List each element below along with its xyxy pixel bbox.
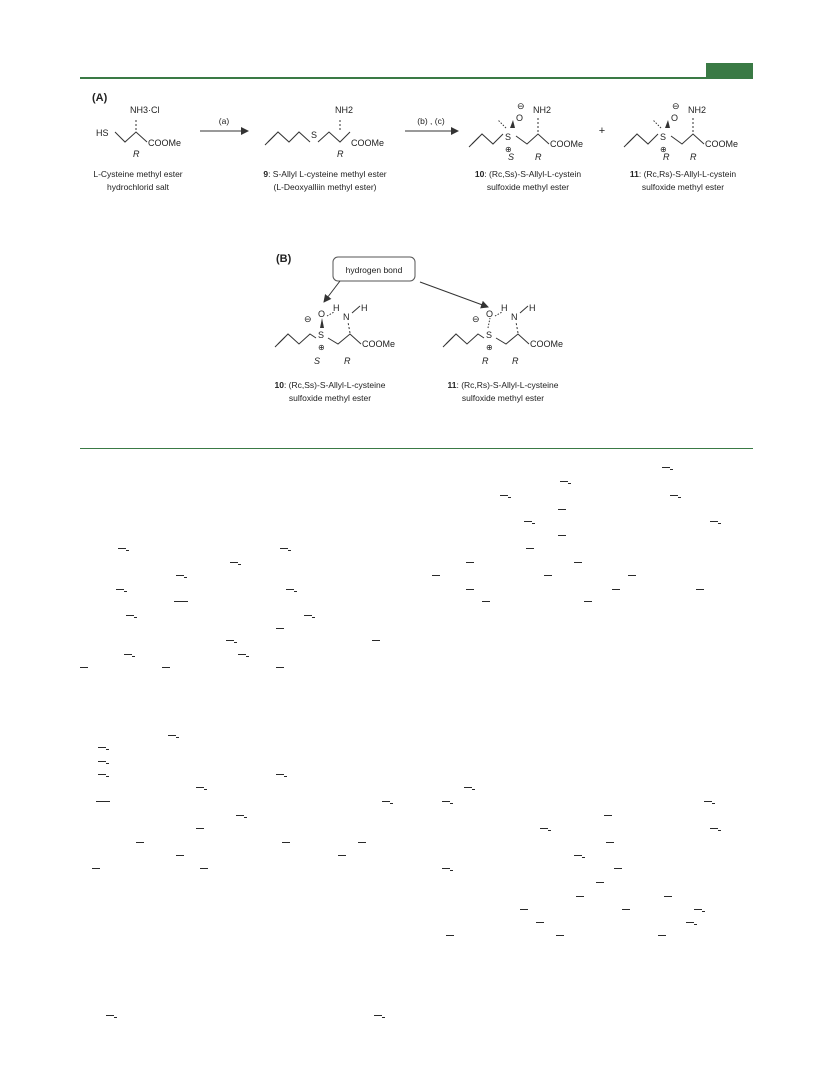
cmpd10-oxygen: O (516, 113, 524, 123)
text-mark (482, 601, 490, 602)
right-name: : (Rc,Rs)-S-Allyl-L-cysteine (456, 380, 559, 390)
cmpd11-stereo-c: R (690, 152, 697, 162)
left-nitrogen: N (343, 312, 350, 322)
text-mark (162, 667, 170, 668)
text-mark (596, 882, 604, 883)
text-mark (276, 774, 284, 775)
text-mark (466, 589, 474, 590)
text-mark (446, 935, 454, 936)
text-mark (614, 868, 622, 869)
cmpd10-caption-line1 (475, 169, 582, 179)
text-mark (612, 589, 620, 590)
text-mark (98, 747, 106, 748)
text-mark (98, 774, 106, 775)
compound-11-structure (624, 101, 738, 162)
text-mark (98, 761, 106, 762)
text-mark (116, 589, 124, 590)
reaction-scheme-figure (0, 0, 833, 440)
text-mark (606, 842, 614, 843)
text-mark (658, 935, 666, 936)
text-mark (226, 640, 234, 641)
text-mark (304, 615, 312, 616)
start-stereo-label: R (133, 149, 140, 159)
callout-arrow-left (324, 281, 340, 302)
start-group-right: COOMe (148, 138, 182, 148)
text-mark (280, 548, 288, 549)
text-mark (710, 828, 718, 829)
cmpd10-stereo-c: R (535, 152, 542, 162)
text-mark (286, 589, 294, 590)
cmpd9-stereo-label: R (337, 149, 344, 159)
hydrogen-bond-callout-text: hydrogen bond (345, 265, 403, 275)
text-mark (80, 667, 88, 668)
cmpd10-name: : (Rc,Ss)-S-Allyl-L-cystein (484, 169, 582, 179)
text-mark (524, 521, 532, 522)
cmpd9-caption-line2: (L-Deoxyalliin methyl ester) (273, 182, 377, 192)
cmpd11-name: : (Rc,Rs)-S-Allyl-L-cystein (638, 169, 737, 179)
right-h1: H (501, 303, 508, 313)
left-plus: ⊕ (318, 343, 325, 352)
text-mark (466, 562, 474, 563)
right-stereo-c: R (512, 356, 519, 366)
text-mark (276, 667, 284, 668)
text-mark (168, 735, 176, 736)
cmpd9-sulfur: S (311, 130, 318, 140)
text-mark (500, 495, 508, 496)
text-mark (236, 815, 244, 816)
cmpd10-number: 10 (474, 169, 485, 179)
cmpd11-caption-line2: sulfoxide methyl ester (641, 182, 725, 192)
right-caption-line1 (447, 380, 558, 390)
arrow-bc-label: (b) , (c) (417, 116, 445, 126)
text-mark (200, 868, 208, 869)
cmpd9-group-top: NH2 (335, 105, 354, 115)
text-mark (230, 562, 238, 563)
text-mark (338, 855, 346, 856)
text-mark (536, 922, 544, 923)
cmpd10-stereo-s: S (508, 152, 515, 162)
text-mark (382, 801, 390, 802)
left-oxygen: O (318, 309, 326, 319)
text-mark (196, 787, 204, 788)
cysteine-ester-structure (96, 105, 181, 159)
right-sulfur: S (486, 330, 493, 340)
start-caption-line2: hydrochlorid salt (107, 182, 169, 192)
panel-label-a: (A) (92, 92, 108, 104)
cmpd11-plus: ⊕ (660, 145, 667, 154)
text-mark (106, 1015, 114, 1016)
text-mark (442, 801, 450, 802)
left-h1: H (333, 303, 340, 313)
cmpd9-caption-line1 (263, 169, 386, 179)
compound-9-structure (265, 105, 384, 159)
cmpd11-caption-line1 (630, 169, 737, 179)
text-mark (118, 548, 126, 549)
right-oxygen: O (486, 309, 494, 319)
text-mark (696, 589, 704, 590)
cmpd10-caption-line2: sulfoxide methyl ester (486, 182, 570, 192)
text-mark (136, 842, 144, 843)
text-mark (622, 909, 630, 910)
right-plus: ⊕ (486, 343, 493, 352)
right-number: 11 (447, 380, 457, 390)
cmpd11-oxygen: O (671, 113, 679, 123)
left-minus: ⊖ (304, 314, 312, 324)
cmpd10-group-top: NH2 (533, 105, 552, 115)
cmpd11-minus: ⊖ (672, 101, 680, 111)
h-bonded-10-structure (275, 303, 395, 366)
text-mark (374, 1015, 382, 1016)
text-mark (576, 896, 584, 897)
text-mark (574, 562, 582, 563)
text-mark (432, 575, 440, 576)
text-mark (176, 575, 184, 576)
text-mark (604, 815, 612, 816)
text-mark (544, 575, 552, 576)
text-mark (560, 481, 568, 482)
text-mark (126, 615, 134, 616)
arrow-a-label: (a) (218, 116, 230, 126)
cmpd10-plus: ⊕ (505, 145, 512, 154)
cmpd11-number: 11 (629, 169, 639, 179)
text-mark (526, 548, 534, 549)
text-mark (662, 467, 670, 468)
cmpd10-minus: ⊖ (517, 101, 525, 111)
left-group-right: COOMe (362, 339, 396, 349)
text-mark (92, 868, 100, 869)
text-mark (686, 922, 694, 923)
start-group-left: HS (96, 128, 109, 138)
text-mark (574, 855, 582, 856)
text-mark (664, 896, 672, 897)
text-mark (124, 654, 132, 655)
left-name: : (Rc,Ss)-S-Allyl-L-cysteine (283, 380, 386, 390)
text-mark (372, 640, 380, 641)
start-caption-line1: L-Cysteine methyl ester (93, 169, 183, 179)
text-mark (710, 521, 718, 522)
left-sulfur: S (318, 330, 325, 340)
right-stereo-s: R (482, 356, 489, 366)
right-caption-line2: sulfoxide methyl ester (461, 393, 545, 403)
text-mark (282, 842, 290, 843)
text-mark (540, 828, 548, 829)
left-number: 10 (274, 380, 284, 390)
left-caption-line2: sulfoxide methyl ester (288, 393, 372, 403)
cmpd11-sulfur: S (660, 132, 667, 142)
text-mark (464, 787, 472, 788)
plus-sign: + (598, 125, 606, 137)
figure-bottom-rule (80, 448, 753, 449)
left-h2: H (361, 303, 368, 313)
text-mark (704, 801, 712, 802)
text-mark (358, 842, 366, 843)
cmpd9-group-right: COOMe (351, 138, 385, 148)
text-mark (556, 935, 564, 936)
cmpd10-group-right: COOMe (550, 139, 584, 149)
text-mark (670, 495, 678, 496)
start-group-top: NH3·Cl (130, 105, 160, 115)
left-caption-line1 (274, 380, 385, 390)
left-stereo-c: R (344, 356, 351, 366)
right-minus: ⊖ (472, 314, 480, 324)
left-stereo-s: S (314, 356, 321, 366)
text-mark (520, 909, 528, 910)
right-nitrogen: N (511, 312, 518, 322)
h-bonded-11-structure (443, 303, 563, 366)
cmpd11-group-right: COOMe (705, 139, 739, 149)
cmpd9-number: 9 (263, 169, 269, 179)
text-mark (442, 868, 450, 869)
cmpd9-name: : S-Allyl L-cysteine methyl ester (268, 169, 387, 179)
text-mark (238, 654, 246, 655)
panel-label-b: (B) (276, 253, 292, 265)
cmpd10-sulfur: S (505, 132, 512, 142)
text-mark (96, 801, 110, 802)
text-mark (558, 535, 566, 536)
text-mark (584, 601, 592, 602)
callout-arrow-right (420, 282, 488, 307)
text-mark (176, 855, 184, 856)
text-mark (628, 575, 636, 576)
cmpd11-stereo-s: R (663, 152, 670, 162)
text-mark (174, 601, 188, 602)
cmpd11-group-top: NH2 (688, 105, 707, 115)
right-group-right: COOMe (530, 339, 564, 349)
text-mark (558, 509, 566, 510)
right-h2: H (529, 303, 536, 313)
text-mark (196, 828, 204, 829)
compound-10-structure (469, 101, 583, 162)
text-mark (276, 628, 284, 629)
text-mark (694, 909, 702, 910)
